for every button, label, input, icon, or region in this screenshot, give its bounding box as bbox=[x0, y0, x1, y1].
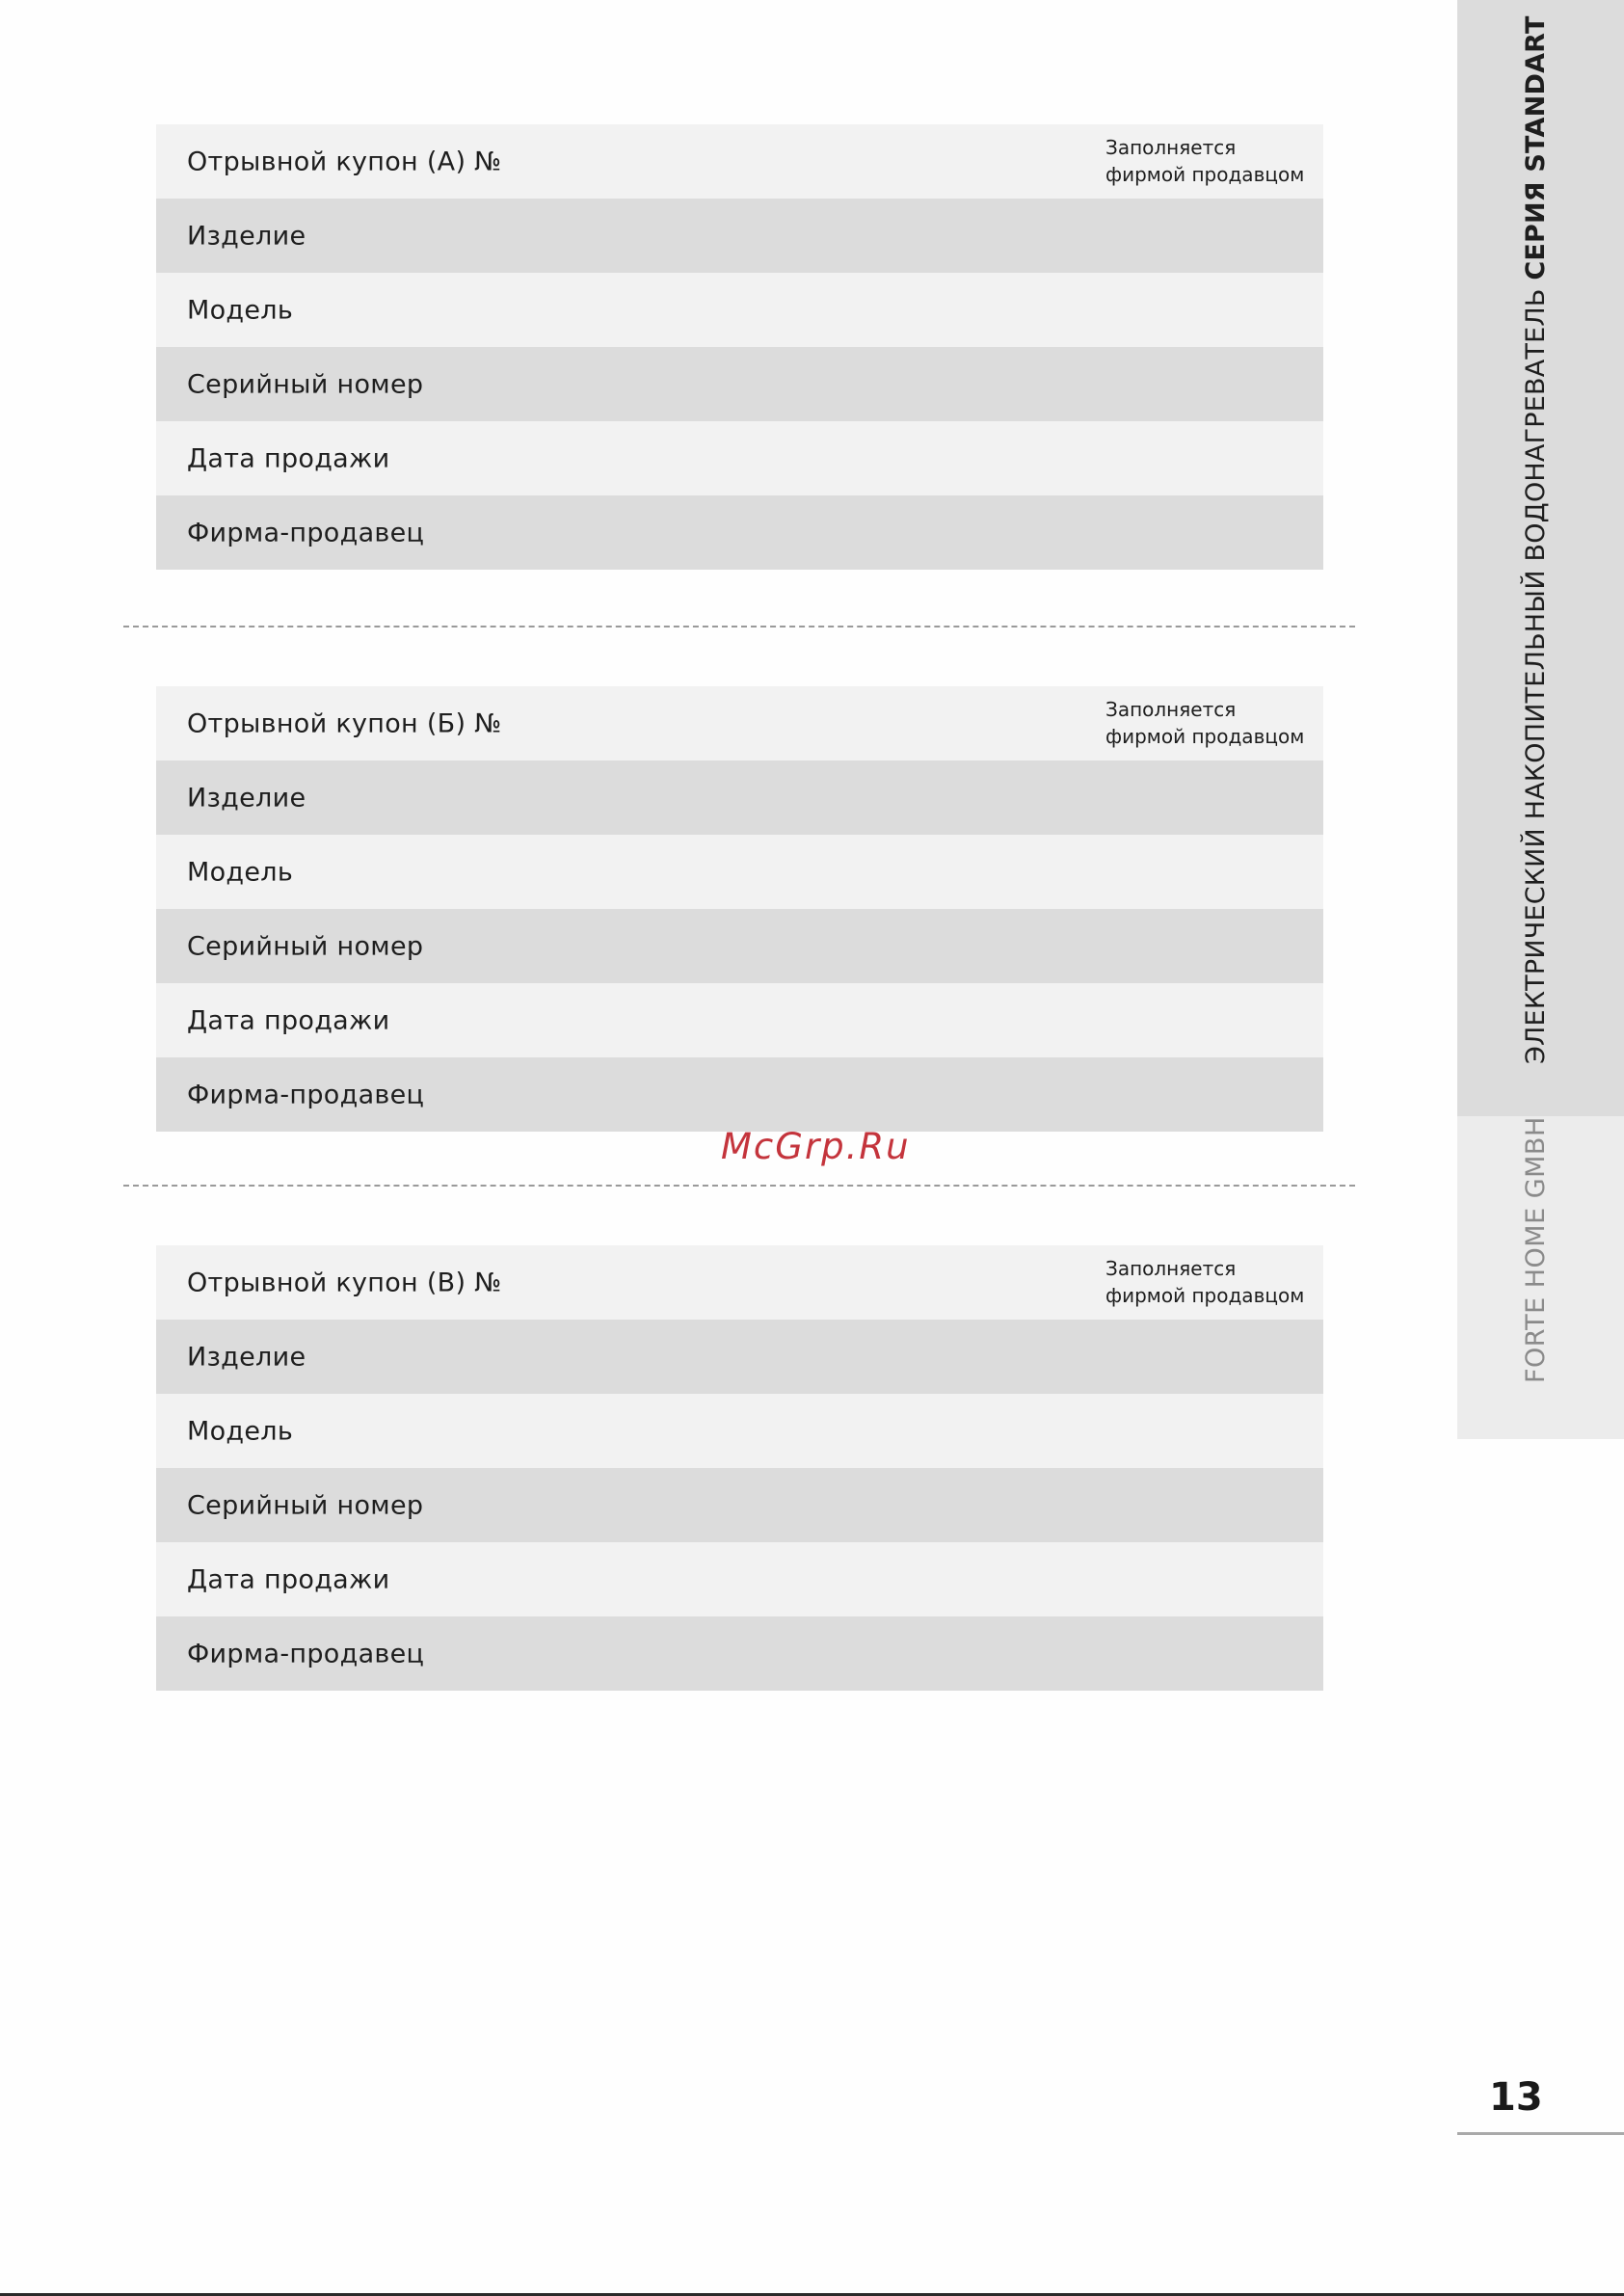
field-row-seller[interactable] bbox=[156, 1057, 1323, 1132]
seller-note-line-2: фирмой продавцом bbox=[1105, 725, 1305, 748]
field-label-product: Изделие bbox=[187, 783, 306, 813]
field-label-sale-date: Дата продажи bbox=[187, 443, 390, 473]
field-row-model[interactable] bbox=[156, 1394, 1323, 1468]
field-label-sale-date: Дата продажи bbox=[187, 1564, 390, 1594]
seller-note-line-2: фирмой продавцом bbox=[1105, 1284, 1305, 1307]
field-row-product[interactable] bbox=[156, 761, 1323, 835]
seller-note bbox=[1105, 134, 1304, 188]
seller-note bbox=[1105, 1255, 1304, 1309]
page-number-rule bbox=[1457, 2132, 1624, 2135]
coupon-header-row bbox=[156, 1245, 1323, 1320]
field-row-model[interactable] bbox=[156, 835, 1323, 909]
field-row-sale-date[interactable] bbox=[156, 421, 1323, 495]
field-row-serial[interactable] bbox=[156, 347, 1323, 421]
watermark: McGrp.Ru bbox=[721, 1126, 911, 1167]
seller-note-line-1: Заполняется bbox=[1105, 698, 1237, 721]
field-label-model: Модель bbox=[187, 857, 294, 887]
sidebar-title-regular: ЭЛЕКТРИЧЕСКИЙ НАКОПИТЕЛЬНЫЙ ВОДОНАГРЕВАТЕЛЬ bbox=[1521, 280, 1551, 1064]
coupon-header: Отрывной купон (Б) № bbox=[187, 708, 502, 738]
field-row-seller[interactable] bbox=[156, 495, 1323, 570]
page-number: 13 bbox=[1489, 2075, 1543, 2120]
coupon-a bbox=[156, 124, 1323, 570]
field-label-seller: Фирма-продавец bbox=[187, 1080, 425, 1109]
coupon-header: Отрывной купон (А) № bbox=[187, 147, 502, 176]
field-row-sale-date[interactable] bbox=[156, 1542, 1323, 1616]
coupon-header: Отрывной купон (В) № bbox=[187, 1268, 502, 1297]
field-label-model: Модель bbox=[187, 295, 294, 325]
field-label-seller: Фирма-продавец bbox=[187, 518, 425, 547]
coupon-header-row bbox=[156, 686, 1323, 761]
seller-note bbox=[1105, 696, 1304, 750]
field-label-sale-date: Дата продажи bbox=[187, 1005, 390, 1035]
field-label-product: Изделие bbox=[187, 221, 306, 251]
field-row-product[interactable] bbox=[156, 1320, 1323, 1394]
seller-note-line-1: Заполняется bbox=[1105, 1257, 1237, 1280]
sidebar-title bbox=[1521, 15, 1551, 1064]
seller-note-line-1: Заполняется bbox=[1105, 136, 1237, 159]
coupon-v bbox=[156, 1245, 1323, 1691]
field-row-sale-date[interactable] bbox=[156, 983, 1323, 1057]
field-label-serial: Серийный номер bbox=[187, 931, 424, 961]
field-label-product: Изделие bbox=[187, 1342, 306, 1372]
field-label-serial: Серийный номер bbox=[187, 1490, 424, 1520]
seller-note-line-2: фирмой продавцом bbox=[1105, 163, 1305, 186]
field-label-serial: Серийный номер bbox=[187, 369, 424, 399]
coupon-b bbox=[156, 686, 1323, 1132]
cut-line bbox=[123, 1185, 1355, 1187]
field-row-serial[interactable] bbox=[156, 909, 1323, 983]
field-row-serial[interactable] bbox=[156, 1468, 1323, 1542]
field-label-seller: Фирма-продавец bbox=[187, 1639, 425, 1669]
field-row-model[interactable] bbox=[156, 273, 1323, 347]
cut-line bbox=[123, 626, 1355, 627]
field-label-model: Модель bbox=[187, 1416, 294, 1446]
sidebar-title-bold: СЕРИЯ STANDART bbox=[1521, 15, 1551, 280]
field-row-product[interactable] bbox=[156, 199, 1323, 273]
sidebar-company: FORTE HOME GMBH bbox=[1521, 1116, 1551, 1383]
field-row-seller[interactable] bbox=[156, 1616, 1323, 1691]
coupon-header-row bbox=[156, 124, 1323, 199]
